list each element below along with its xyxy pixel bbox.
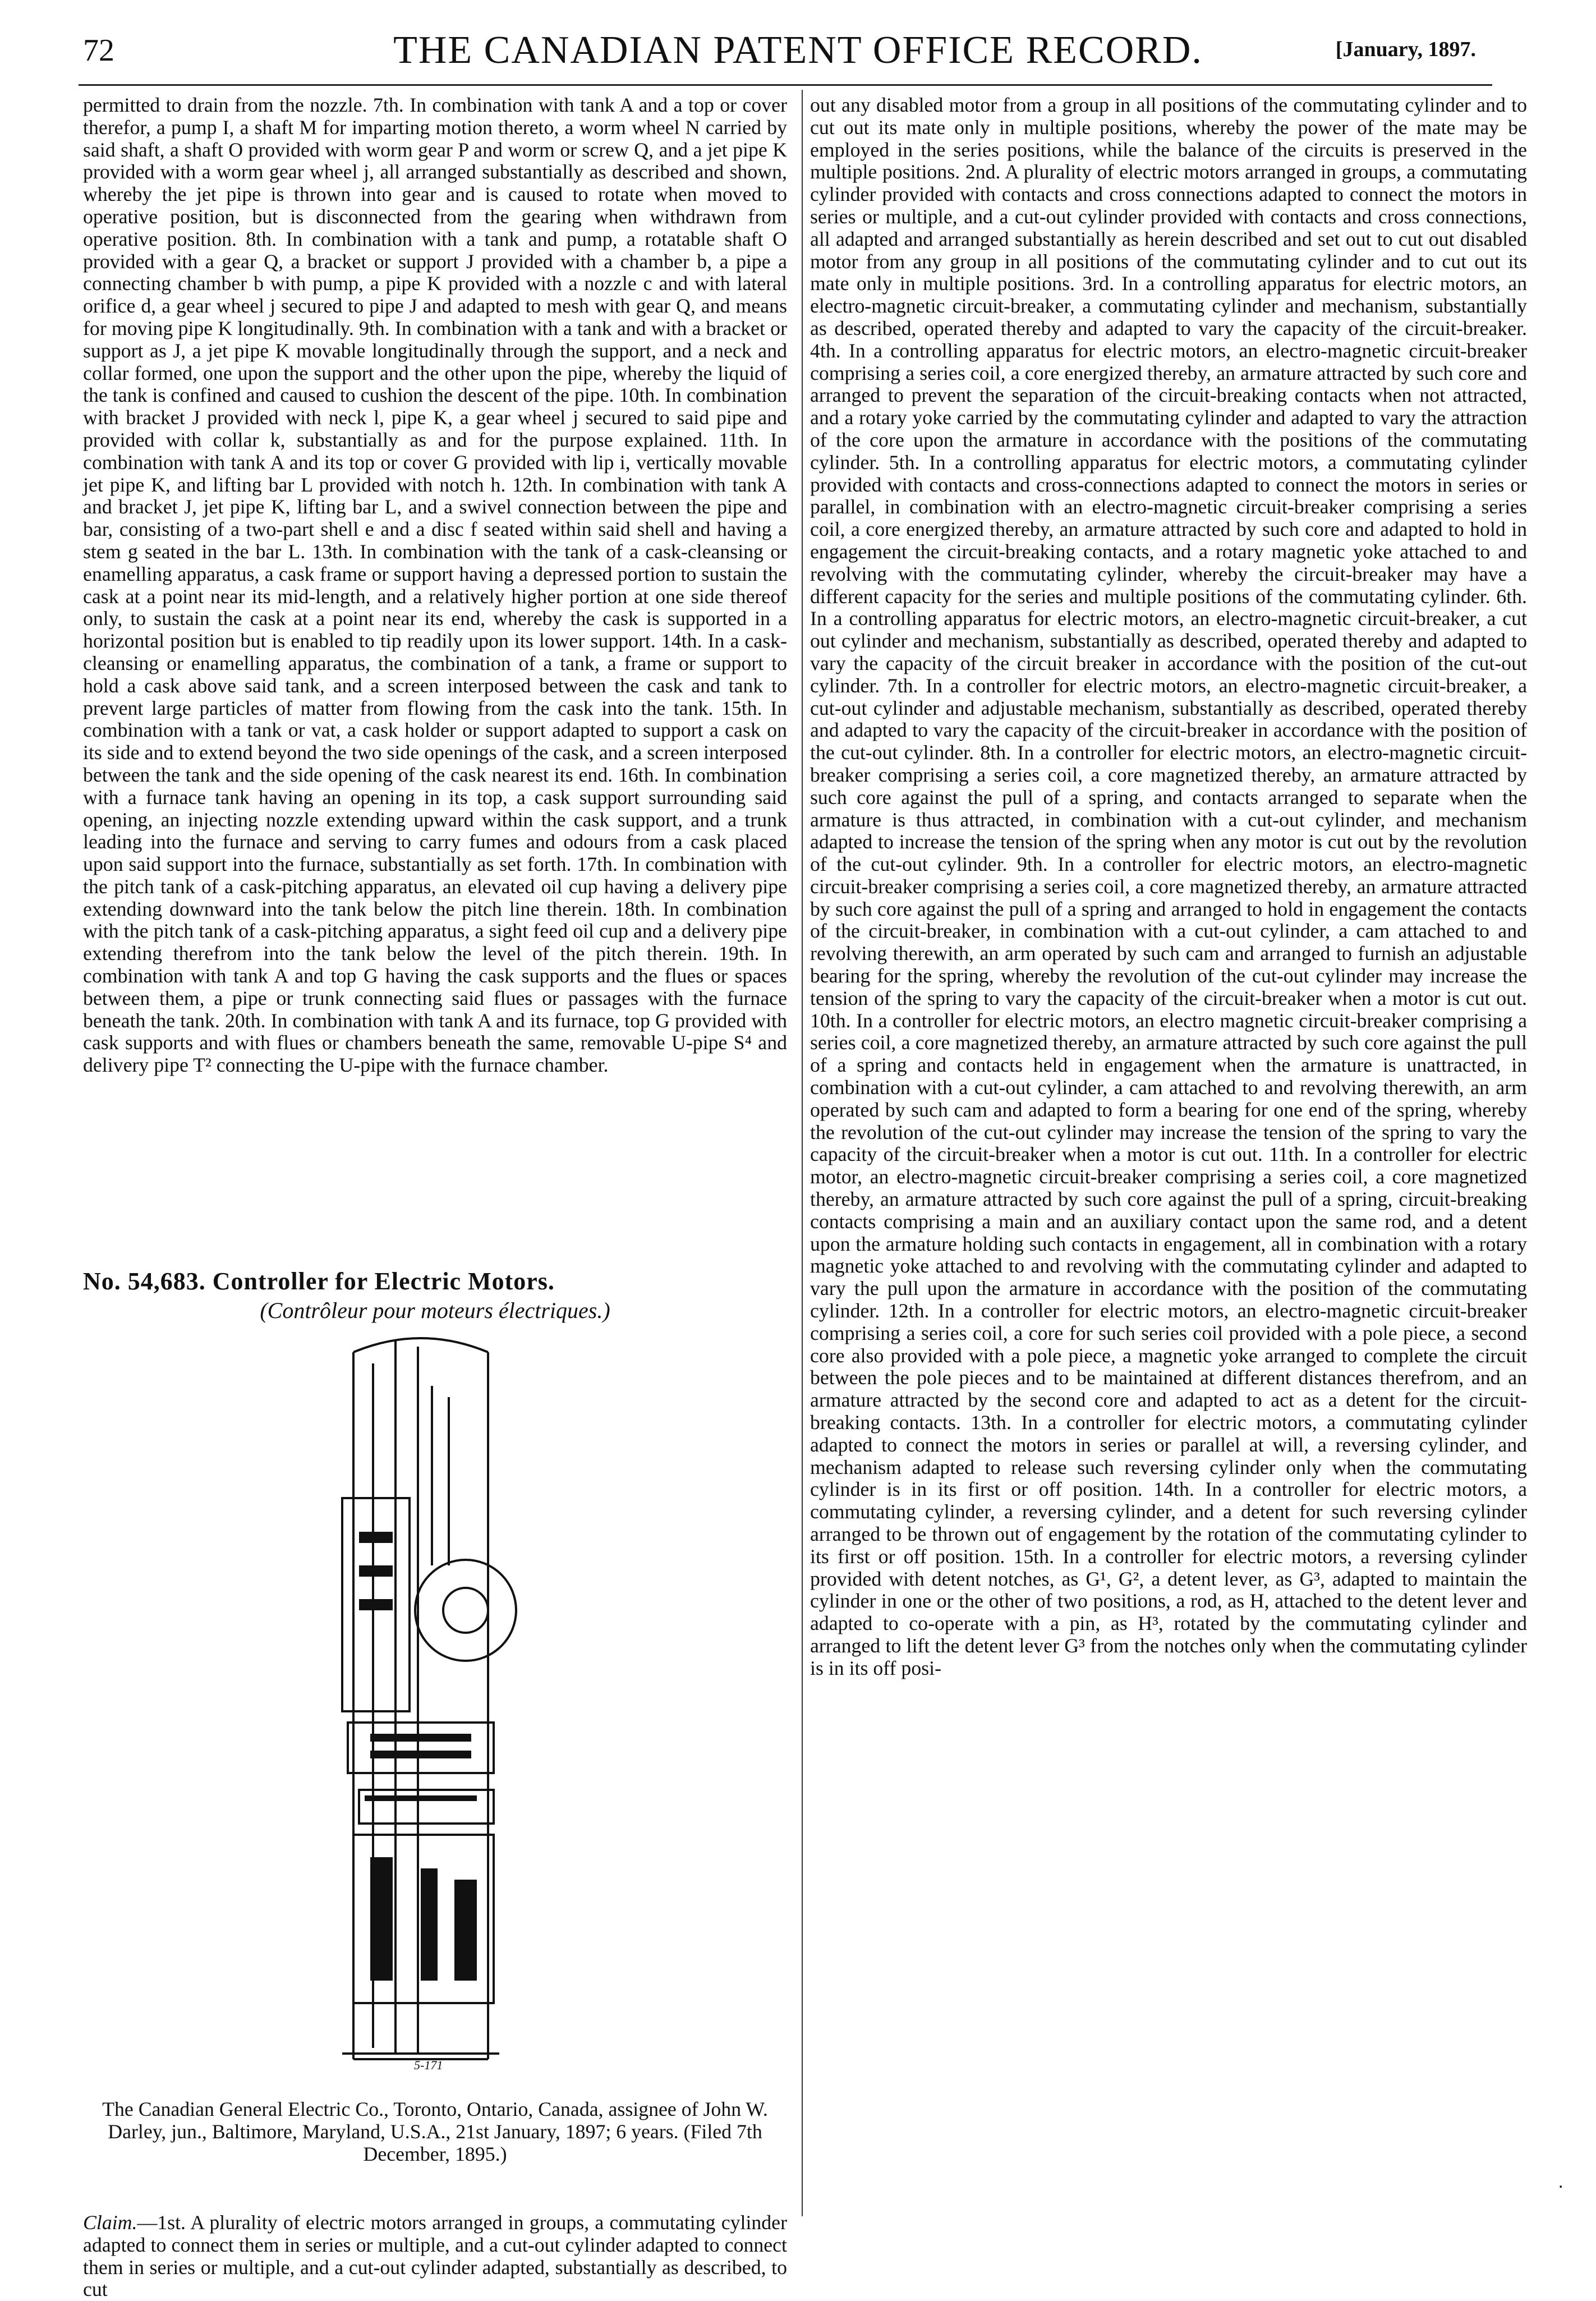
controller-drawing-figure (320, 1330, 522, 2098)
right-column-text: out any disabled motor from a group in all positions of the commutating cylinder and to cut out its mate only in multiple positions, whereby the power of the mate may be employed in the series positions, while the balance of the circuits is preserved in the multiple positions. 2nd. A plurality of electric motors arranged in groups, a commutating cylinder provided with contacts and cross connections adapted to connect the motors in series or multiple, and a cut-out cylinder provided with contacts and cross connections, all adapted and arranged substantially as herein described and set out to cut out disabled motor from any group in all positions of the commutating cylinder and to cut out its mate only in multiple positions. 3rd. In a controlling apparatus for electric motors, an electro-magnetic circuit-breaker, a commutating cylinder and mechanism, substantially as described, operated thereby and adapted to vary the capacity of the circuit-breaker. 4th. In a controlling apparatus for electric motors, an electro-magnetic circuit-breaker comprising a series coil, a core energized thereby, an armature attracted by such core and arranged to prevent the separation of the circuit-breaking contacts when not attracted, and a rotary yoke carried by the commutating cylinder and adapted to vary the attraction of the core upon the armature in accordance with the positions of the commutating cylinder. 5th. In a controlling apparatus for electric motors, a commutating cylinder provided with contacts and cross-connections adapted to connect the motors in series or parallel, in combination with an electro-magnetic circuit-breaker comprising a series coil, a core energized thereby, an armature attracted by such core and adapted to hold in engagement the circuit-breaking contacts, and a rotary magnetic yoke attached to and revolving with the commutating cylinder, whereby the circuit-breaker may have a different capacity for the series and multiple positions of the commutating cylinder. 6th. In a controlling apparatus for electric motors, an electro-magnetic circuit-breaker, a cut out cylinder and mechanism, substantially as described, operated thereby and adapted to vary the capacity of the circuit breaker in accordance with the position of the cut-out cylinder. 7th. In a controller for electric motors, an electro-magnetic circuit-breaker, a cut-out cylinder and adjustable mechanism, substantially as described, operated thereby and adapted to vary the capacity of the circuit-breaker in accordance with the position of the cut-out cylinder. 8th. In a controller for electric motors, an electro-magnetic circuit-breaker comprising a series coil, a core magnetized thereby, an armature attracted by such core against the pull of a spring, and contacts arranged to separate when the armature is thus attracted, in combination with a cut-out cylinder, and mechanism adapted to increase the tension of the spring when any motor is cut out by the revolution of the cut-out cylinder. 9th. In a controller for electric motors, an electro-magnetic circuit-breaker comprising a series coil, a core magnetized thereby, an armature attracted by such core against the pull of a spring and arranged to hold in engagement the contacts of the circuit-breaker, in combination with a cut-out cylinder, a cam attached to and revolving therewith, an arm operated by such cam and arranged to furnish an adjustable bearing for the spring, whereby the revolution of the cut-out cylinder may increase the tension of the spring to vary the capacity of the circuit-breaker when a motor is cut out. 10th. In a controller for electric motors, an electro magnetic circuit-breaker comprising a series coil, a core magnetized thereby, an armature attracted by such core against the pull of a spring and contacts held in engagement when the armature is unattracted, in combination with a cut-out cylinder, a cam attached to and revolving therewith, an arm operated by such cam and adapted to form a bearing for one end of the spring, whereby the revolution of the cut-out cylinder may increase the tension of the spring to vary the capacity of the circuit-breaker when a motor is cut out. 11th. In a controller for electric motor, an electro-magnetic circuit-breaker comprising a series coil, a core magnetized thereby, an armature attracted by such core against the pull of a spring, circuit-breaking contacts comprising a main and an auxiliary contact upon the same rod, and a detent upon the armature holding such contacts in engagement, all in combination with a rotary magnetic yoke attached to and revolving with the commutating cylinder and adapted to vary the pull upon the armature in accordance with the position of the commutating cylinder. 12th. In a controller for electric motors, an electro-magnetic circuit-breaker comprising a series coil, a core for such series coil provided with a pole piece, a second core also provided with a pole piece, a magnetic yoke arranged to complete the circuit between the pole pieces and to be maintained at different distances therefrom, and an armature attracted by the second core and adapted to act as a detent for the circuit-breaking contacts. 13th. In a controller for electric motors, a commutating cylinder adapted to connect the motors in series or parallel at will, a reversing cylinder, and mechanism adapted to release such reversing cylinder only when the commutating cylinder is in its first or off position. 14th. In a controller for electric motors, a commutating cylinder, a reversing cylinder, and a detent for such reversing cylinder arranged to be thrown out of engagement by the rotation of the commutating cylinder to its first or off position. 15th. In a controller for electric motors, a reversing cylinder provided with detent notches, as G¹, G², a detent lever, as G³, adapted to maintain the cylinder in one or the other of two positions, a rod, as H, attached to the detent lever and adapted to co-operate with a pin, as H³, rotated by the commutating cylinder and arranged to lift the detent lever G³ from the notches only when the commutating cylinder is in its off posi- (810, 94, 1527, 1679)
patent-assignee: The Canadian General Electric Co., Toronto, Ontario, Canada, assignee of John W. Darley, jun., Baltimore, Maryland, U.S.A., 21st January, 1897; 6 years. (Filed 7th December, 1895.) (102, 2098, 768, 2165)
claim-label: Claim. (83, 2211, 137, 2234)
header-rule (79, 84, 1492, 86)
patent-subheading: (Contrôleur pour moteurs électriques.) (260, 1298, 610, 1323)
figure-caption: 5-171 (414, 2058, 443, 2072)
right-column (810, 94, 1527, 1680)
issue-date: [January, 1897. (1335, 38, 1476, 61)
patent-claim-start (83, 2212, 787, 2301)
left-column (83, 94, 787, 1077)
margin-mark: . (1558, 2171, 1563, 2192)
column-divider (802, 90, 803, 2216)
claim-text: —1st. A plurality of electric motors arranged in groups, a commutating cylinder adapted to connect them in series or multiple, and a cut-out cylinder adapted to connect them in series or multiple, and a cut-out cylinder adapted, substantially as described, to cut (83, 2211, 787, 2301)
left-column-text: permitted to drain from the nozzle. 7th. In combination with tank A and a top or cover therefor, a pump I, a shaft M for imparting motion thereto, a worm wheel N carried by said shaft, a shaft O provided with worm gear P and worm or screw Q, and a jet pipe K provided with a worm gear wheel j, all arranged substantially as described and shown, whereby the jet pipe is thrown into gear and is caused to rotate when moved to operative position, but is disconnected from the gearing when withdrawn from operative position. 8th. In combination with a tank and pump, a rotatable shaft O provided with a gear Q, a bracket or support J provided with a chamber b, a pipe a connecting chamber b with pump, a pipe K provided with a nozzle c and with lateral orifice d, a gear wheel j secured to pipe J and adapted to mesh with gear Q, and means for moving pipe K longitudinally. 9th. In combination with a tank and with a bracket or support as J, a jet pipe K movable longitudinally through the support, and a neck and collar formed, one upon the support and the other upon the pipe, whereby the liquid of the tank is confined and caused to cushion the descent of the pipe. 10th. In combination with bracket J provided with neck l, pipe K, a gear wheel j secured to said pipe and provided with collar k, substantially as and for the purpose explained. 11th. In combination with tank A and its top or cover G provided with lip i, vertically movable jet pipe K, and lifting bar L provided with notch h. 12th. In combination with tank A and bracket J, jet pipe K, lifting bar L, and a swivel connection between the pipe and bar, consisting of a two-part shell e and a disc f seated within said shell and having a stem g seated in the bar L. 13th. In combination with the tank of a cask-cleansing or enamelling apparatus, a cask frame or support having a depressed portion to sustain the cask at a point near its mid-length, and a relatively higher portion at one side thereof only, to sustain the cask at a point near its end, whereby the cask is supported in a horizontal position but is enabled to tip readily upon its lower support. 14th. In a cask-cleansing or enamelling apparatus, the combination of a tank, a frame or support to hold a cask above said tank, and a screen interposed between the cask and tank to prevent large particles of matter from flowing from the cask into the tank. 15th. In combination with a tank or vat, a cask holder or support adapted to support a cask on its side and to extend beyond the two side openings of the cask, and a screen interposed between the tank and the side opening of the cask nearest its end. 16th. In combination with a furnace tank having an opening in its top, a cask support surrounding said opening, an injecting nozzle extending upward within the cask support, and a trunk leading into the furnace and serving to carry fumes and odours from a cask placed upon said support into the furnace, substantially as set forth. 17th. In combination with the pitch tank of a cask-pitching apparatus, an elevated oil cup having a delivery pipe extending downward into the tank below the pitch line therein. 18th. In combination with the pitch tank of a cask-pitching apparatus, a sight feed oil cup and a delivery pipe extending therefrom into the tank below the level of the pitch therein. 19th. In combination with tank A and top G having the cask supports and the flues or spaces between them, a pipe or trunk connecting said flues or passages with the furnace beneath the tank. 20th. In combination with tank A and its furnace, top G provided with cask supports and with flues or chambers beneath the same, removable U-pipe S⁴ and delivery pipe T² connecting the U-pipe with the furnace chamber. (83, 94, 787, 1077)
publication-title: THE CANADIAN PATENT OFFICE RECORD. (393, 29, 1203, 72)
page-number: 72 (83, 33, 114, 68)
patent-heading: No. 54,683. Controller for Electric Motors. (83, 1267, 555, 1295)
